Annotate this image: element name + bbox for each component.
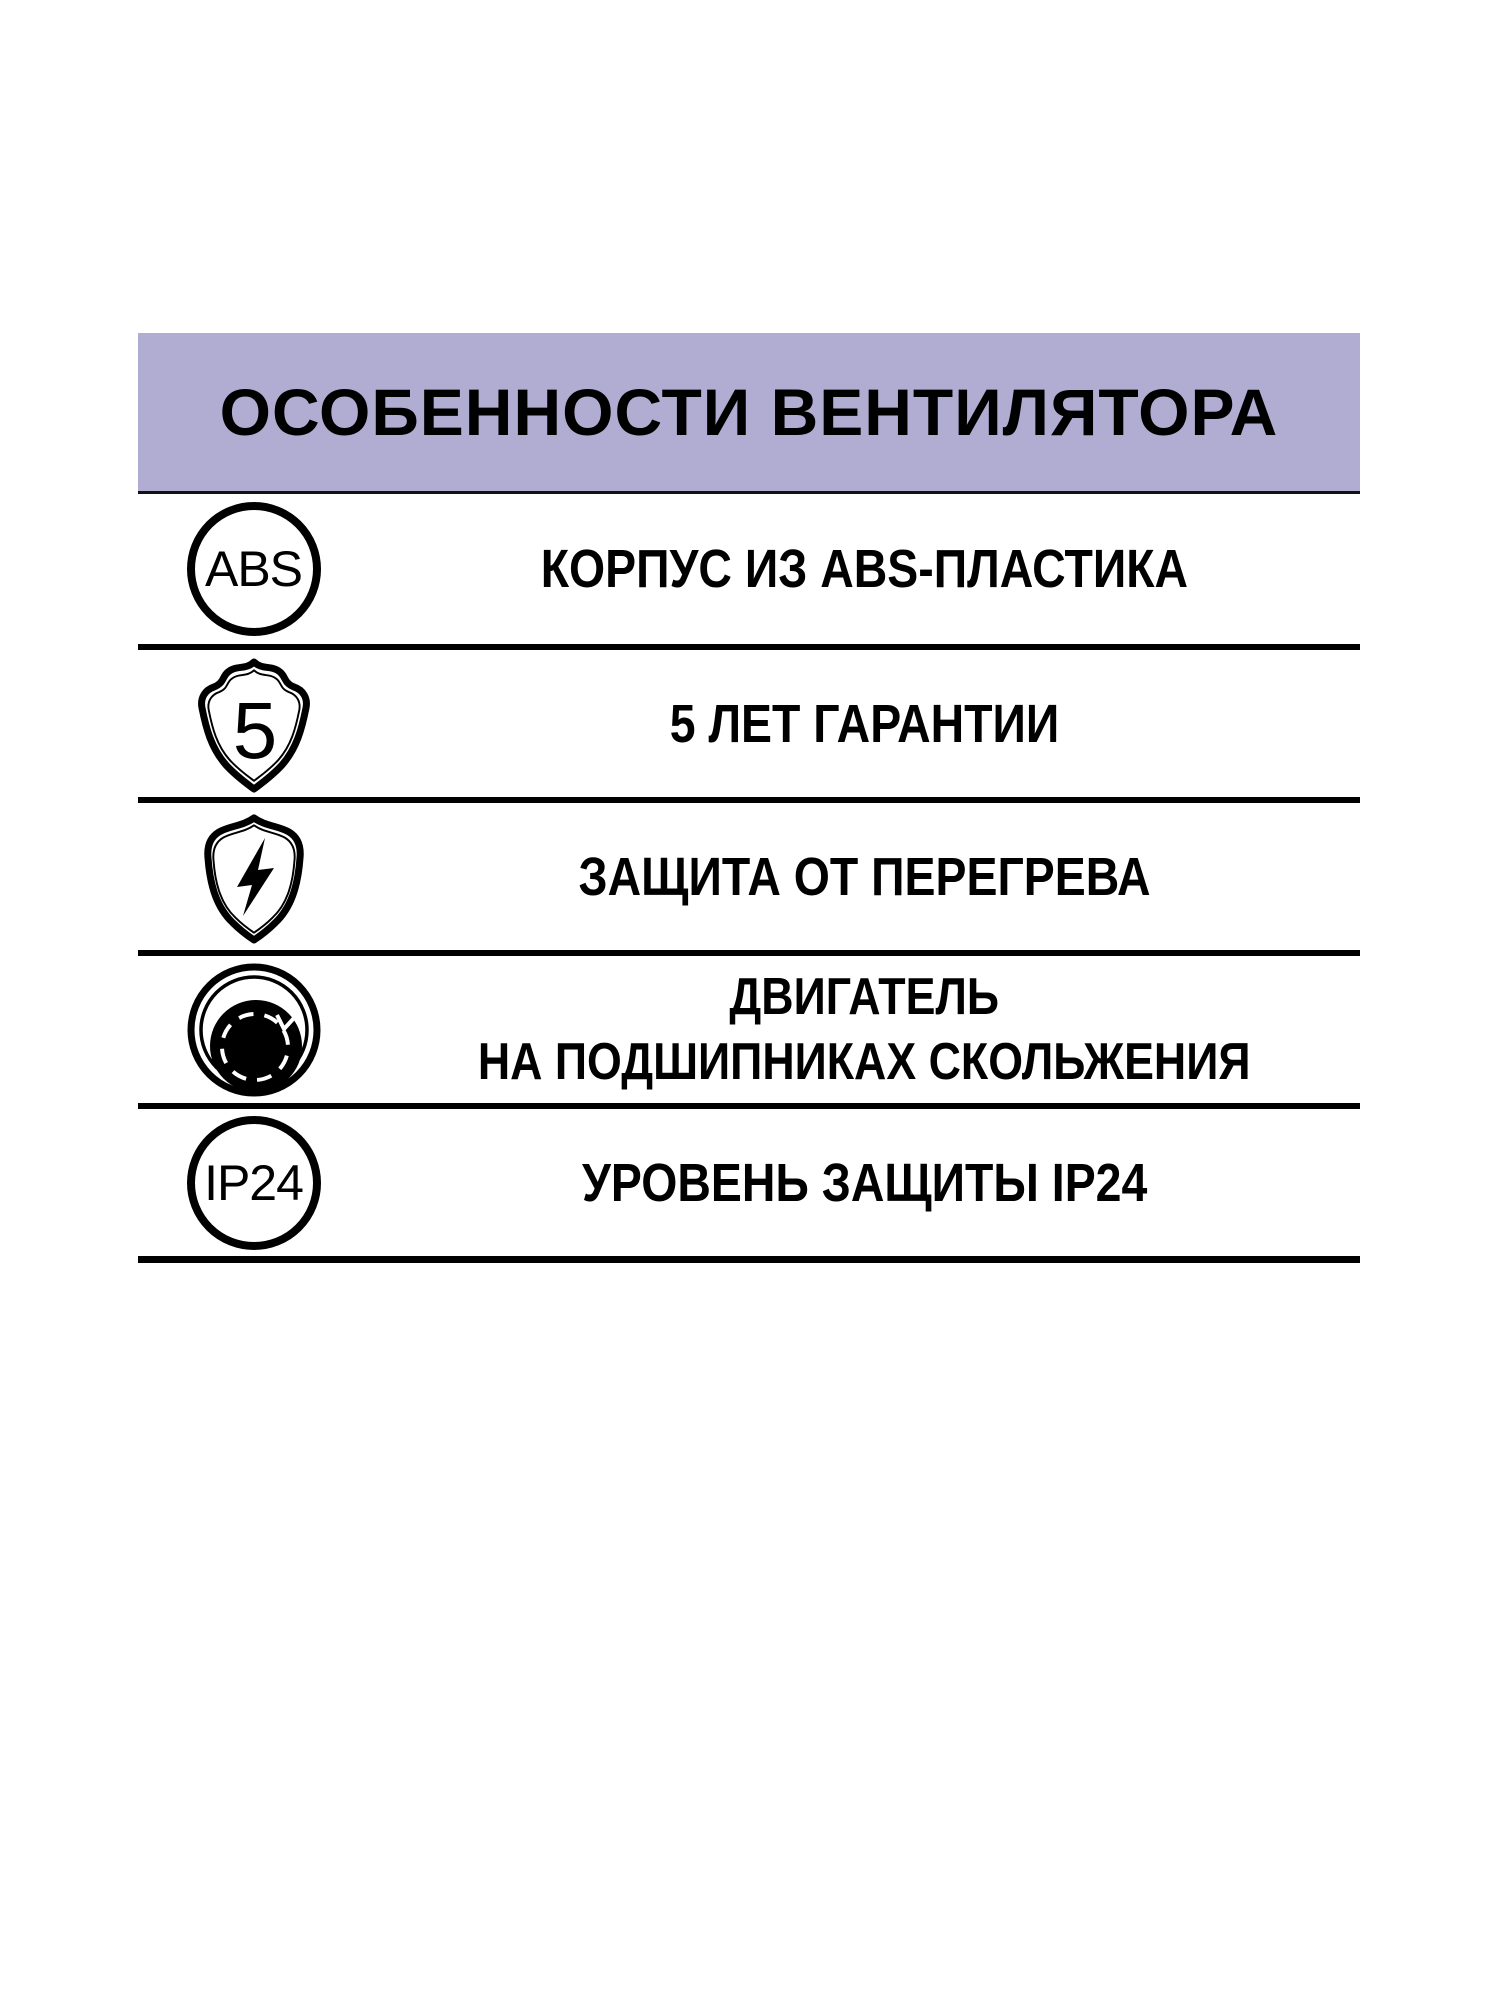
- lightning-shield-icon: [181, 804, 327, 950]
- text-cell: [369, 846, 1360, 908]
- feature-row-ip: [138, 1109, 1360, 1256]
- table-header: [138, 333, 1360, 494]
- feature-label: 5 ЛЕТ ГАРАНТИИ: [669, 693, 1060, 754]
- ip24-badge-text: IP24: [204, 1154, 303, 1211]
- features-table: [138, 333, 1360, 1263]
- feature-label: [478, 965, 1251, 1095]
- feature-row-bearing: [138, 956, 1360, 1103]
- text-cell: [369, 965, 1360, 1095]
- divider-bottom: [138, 1256, 1360, 1263]
- feature-row-overheat: [138, 803, 1360, 950]
- lightning-bolt-glyph: [237, 838, 274, 916]
- feature-label: ЗАЩИТА ОТ ПЕРЕГРЕВА: [578, 846, 1151, 907]
- warranty-shield-icon: [181, 651, 327, 797]
- icon-cell: [138, 651, 369, 797]
- icon-cell: [138, 1116, 369, 1250]
- page-title: ОСОБЕННОСТИ ВЕНТИЛЯТОРА: [219, 375, 1279, 449]
- warranty-years-text: 5: [232, 685, 277, 775]
- feature-label: КОРПУС ИЗ ABS-ПЛАСТИКА: [540, 539, 1189, 599]
- feature-row-abs: [138, 494, 1360, 644]
- icon-cell: [138, 502, 369, 636]
- text-cell: [369, 1152, 1360, 1214]
- bearing-icon: [184, 960, 324, 1100]
- icon-cell: [138, 804, 369, 950]
- text-cell: [369, 538, 1360, 600]
- feature-row-warranty: [138, 650, 1360, 797]
- abs-badge-text: ABS: [204, 541, 303, 597]
- abs-badge-icon: [187, 502, 321, 636]
- icon-cell: [138, 960, 369, 1100]
- text-cell: [369, 693, 1360, 755]
- feature-label-line1: ДВИГАТЕЛЬ: [729, 967, 1000, 1026]
- ip24-badge-icon: [187, 1116, 321, 1250]
- feature-label-line2: НА ПОДШИПНИКАХ СКОЛЬЖЕНИЯ: [478, 1032, 1251, 1091]
- feature-label: УРОВЕНЬ ЗАЩИТЫ IP24: [581, 1152, 1148, 1213]
